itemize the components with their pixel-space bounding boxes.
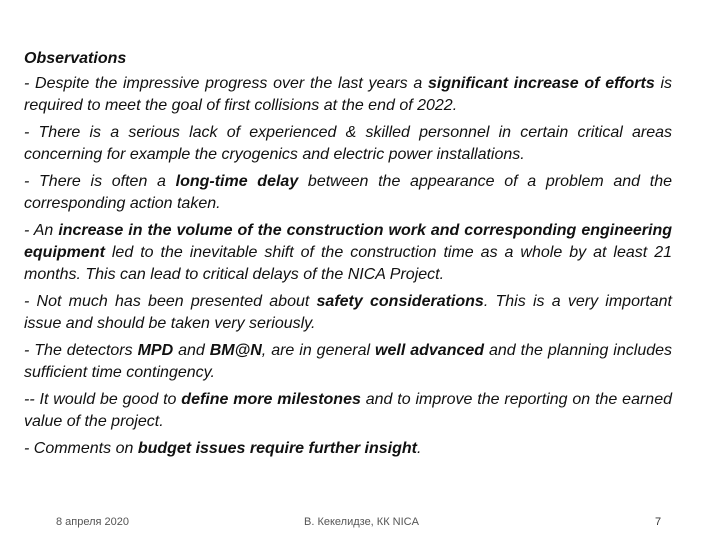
observation-item xyxy=(24,438,672,460)
text-segment: - There is often a xyxy=(24,173,176,190)
text-segment: and xyxy=(173,342,210,359)
text-segment: . This is a very important issue and should be taken very seriously. xyxy=(24,293,672,332)
slide-title: Observations xyxy=(24,50,127,67)
text-segment: and the planning includes sufficient time contingency. xyxy=(24,342,673,381)
observation-item xyxy=(24,122,672,166)
text-segment: - Not much has been presented about xyxy=(24,293,317,310)
observation-item xyxy=(24,389,672,433)
text-segment: , are in general xyxy=(261,342,376,359)
text-segment: - Comments on xyxy=(24,440,138,457)
slide-content xyxy=(24,48,672,465)
footer-author: В. Кекелидзе, КК NICA xyxy=(304,516,419,528)
text-segment: - Despite the impressive progress over the last years a xyxy=(24,75,429,92)
footer-date: 8 апреля 2020 xyxy=(56,516,130,528)
emphasis-text: increase in the volume of the construction work and corresponding engineering equipment xyxy=(24,222,672,261)
text-segment: and to improve the reporting on the earned value of the project. xyxy=(24,391,672,430)
text-segment: is required to meet the goal of first collisions at the end of 2022. xyxy=(24,75,673,114)
text-segment: between the appearance of a problem and the corresponding action taken. xyxy=(24,173,673,212)
page-number: 7 xyxy=(655,516,662,528)
observation-item xyxy=(24,220,672,286)
text-segment: -- It would be good to xyxy=(24,391,182,408)
emphasis-text: budget issues require further insight xyxy=(137,440,417,457)
emphasis-text: significant increase of efforts xyxy=(428,75,655,92)
text-segment: led to the inevitable shift of the construction time as a whole by at least 21 months. This can lead to critical delays of the NICA Project. xyxy=(24,244,672,283)
emphasis-text: BM@N xyxy=(209,342,262,359)
observations-list xyxy=(24,73,672,460)
text-segment: - An xyxy=(24,222,59,239)
observation-item xyxy=(24,291,672,335)
text-segment: . xyxy=(416,440,422,457)
emphasis-text: safety considerations xyxy=(316,293,484,310)
observation-item xyxy=(24,73,672,117)
observation-item xyxy=(24,171,672,215)
emphasis-text: well advanced xyxy=(375,342,485,359)
text-segment: - There is a serious lack of experienced & skilled personnel in certain critical areas concerning for example the cryogenics and electric power installations. xyxy=(24,124,672,163)
emphasis-text: define more milestones xyxy=(181,391,361,408)
text-segment: - The detectors xyxy=(24,342,138,359)
observation-item xyxy=(24,340,672,384)
emphasis-text: long-time delay xyxy=(175,173,299,190)
emphasis-text: MPD xyxy=(137,342,174,359)
